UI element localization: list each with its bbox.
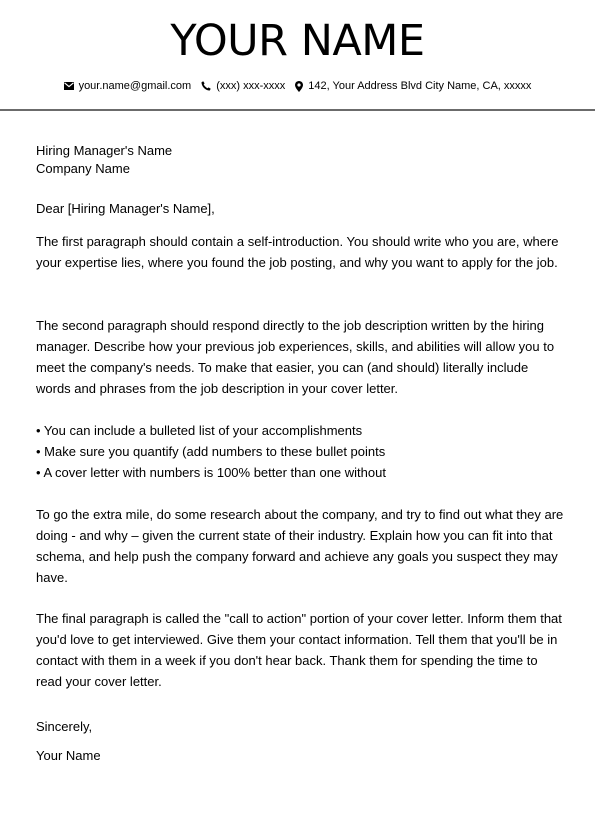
recipient-name: Hiring Manager's Name [36, 143, 173, 158]
map-pin-icon [295, 81, 303, 92]
closing: Sincerely, [36, 719, 93, 734]
contact-address [295, 78, 531, 94]
bullet-list [36, 420, 566, 483]
header-divider [0, 109, 595, 111]
paragraph-company-research: To go the extra mile, do some research about the company, and try to find out what they are doing - and why – given the current state of their industry. Explain how you can fit into that schema, and help push the company forward and achieve any goals you suspect they may have. [36, 507, 564, 585]
list-item: • Make sure you quantify (add numbers to these bullet points [36, 444, 386, 459]
paragraph-introduction: The first paragraph should contain a self-introduction. You should write who you are, where your expertise lies, where you found the job posting, and why you want to apply for the job. [36, 234, 559, 270]
applicant-name: YOUR NAME [170, 16, 425, 66]
contact-phone [201, 78, 285, 94]
phone-icon [201, 81, 211, 91]
signature-name: Your Name [36, 748, 101, 763]
contact-email [64, 78, 192, 94]
contact-info [0, 78, 595, 94]
salutation: Dear [Hiring Manager's Name], [36, 201, 215, 216]
recipient-company: Company Name [36, 161, 130, 176]
list-item: • A cover letter with numbers is 100% better than one without [36, 465, 386, 480]
paragraph-call-to-action: The final paragraph is called the "call to action" portion of your cover letter. Inform them that you'd love to get interviewed. Give them your contact information. Tell them that you'll be in contact with them in a week if you don't hear back. Thank them for spending the time to read your cover letter. [36, 611, 562, 689]
address-text: 142, Your Address Blvd City Name, CA, xxxxx [308, 80, 532, 92]
list-item: • You can include a bulleted list of your accomplishments [36, 423, 363, 438]
phone-text: (xxx) xxx-xxxx [216, 80, 286, 92]
paragraph-job-description: The second paragraph should respond directly to the job description written by the hiring manager. Describe how your previous job experiences, skills, and abilities will allow you to meet the company's needs. To make that easier, you can (and should) literally include words and phrases from the job description in your cover letter. [36, 318, 555, 396]
email-text: your.name@gmail.com [78, 80, 192, 92]
envelope-icon [64, 82, 74, 90]
recipient-block [36, 142, 566, 178]
